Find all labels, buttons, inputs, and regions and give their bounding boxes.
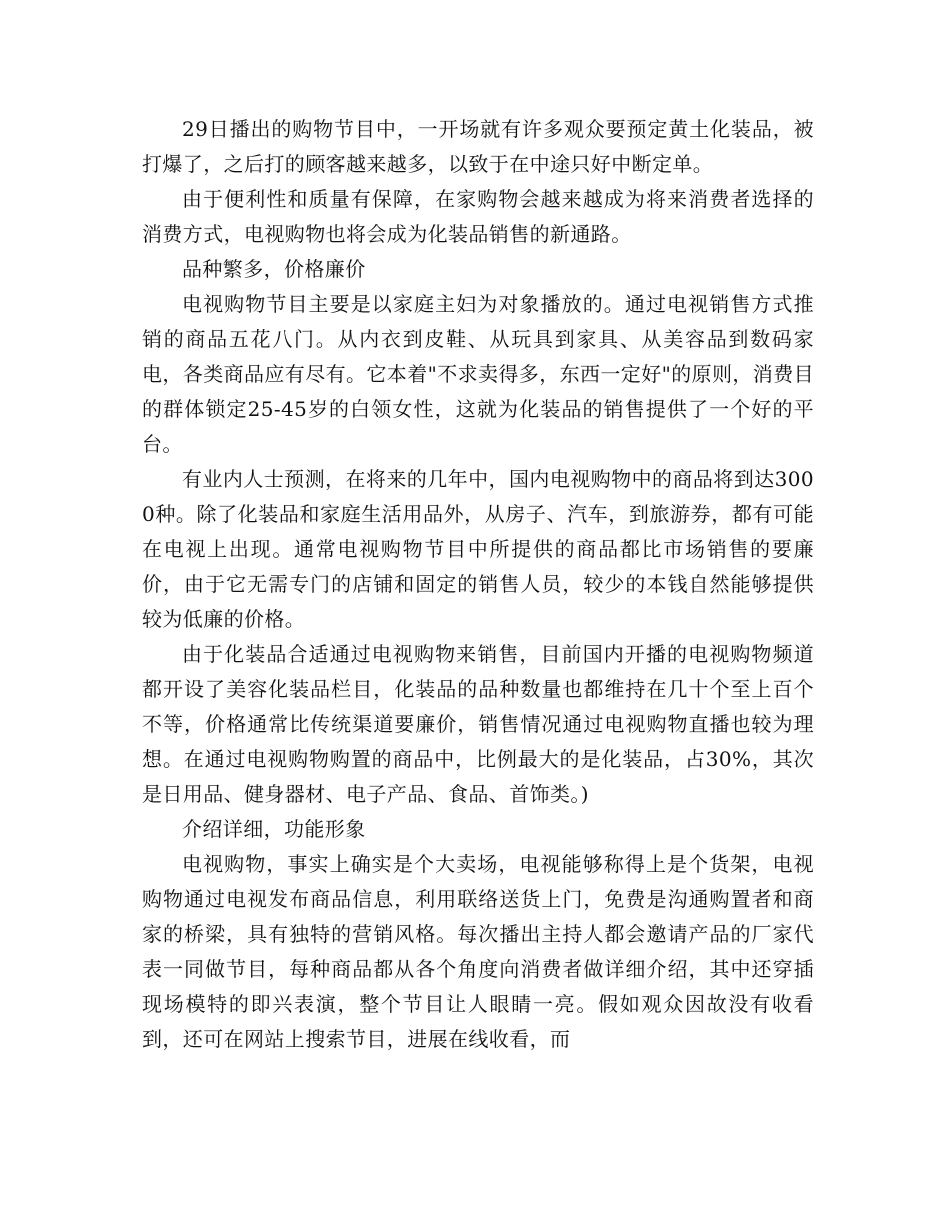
paragraph-shopping-program: 29日播出的购物节目中，一开场就有许多观众要预定黄土化装品，被打爆了，之后打的顾客越来越多，以致于在中途只好中断定单。: [142, 117, 814, 176]
section-heading-variety-price: 品种繁多，价格廉价: [182, 257, 366, 281]
paragraph-tv-shopping-marketplace: 电视购物，事实上确实是个大卖场，电视能够称得上是个货架，电视购物通过电视发布商品信息，利用联络送货上门，免费是沟通购置者和商家的桥梁，具有独特的营销风格。每次播出主持人都会邀请产品的厂家代表一同做节目，每种商品都从各个角度向消费者做详细介绍，其中还穿插现场模特的即兴表演，整个节目让人眼睛一亮。假如观众因故没有收看到，还可在网站上搜索节目，进展在线收看，而: [142, 852, 814, 1051]
section-heading-detailed-intro: 介绍详细，功能形象: [182, 817, 366, 841]
paragraph-cosmetics-channels: 由于化装品合适通过电视购物来销售，目前国内开播的电视购物频道都开设了美容化装品栏目，化装品的品种数量也都维持在几十个至上百个不等，价格通常比传统渠道要廉价，销售情况通过电视购物直播也较为理想。在通过电视购物购置的商品中，比例最大的是化装品，占30%，其次是日用品、健身器材、电子产品、食品、首饰类。): [142, 642, 814, 806]
document-page: [142, 112, 814, 1057]
paragraph-program-audience: 电视购物节目主要是以家庭主妇为对象播放的。通过电视销售方式推销的商品五花八门。从内衣到皮鞋、从玩具到家具、从美容品到数码家电，各类商品应有尽有。它本着"不求卖得多，东西一定好"的原则，消费目的群体锁定25-45岁的白领女性，这就为化装品的销售提供了一个好的平台。: [142, 292, 814, 456]
paragraph-industry-forecast: 有业内人士预测，在将来的几年中，国内电视购物中的商品将到达3000种。除了化装品和家庭生活用品外，从房子、汽车，到旅游券，都有可能在电视上出现。通常电视购物节目中所提供的商品都比市场销售的要廉价，由于它无需专门的店铺和固定的销售人员，较少的本钱自然能够提供较为低廉的价格。: [142, 467, 814, 631]
paragraph-convenience: 由于便利性和质量有保障，在家购物会越来越成为将来消费者选择的消费方式，电视购物也将会成为化装品销售的新通路。: [142, 187, 814, 246]
